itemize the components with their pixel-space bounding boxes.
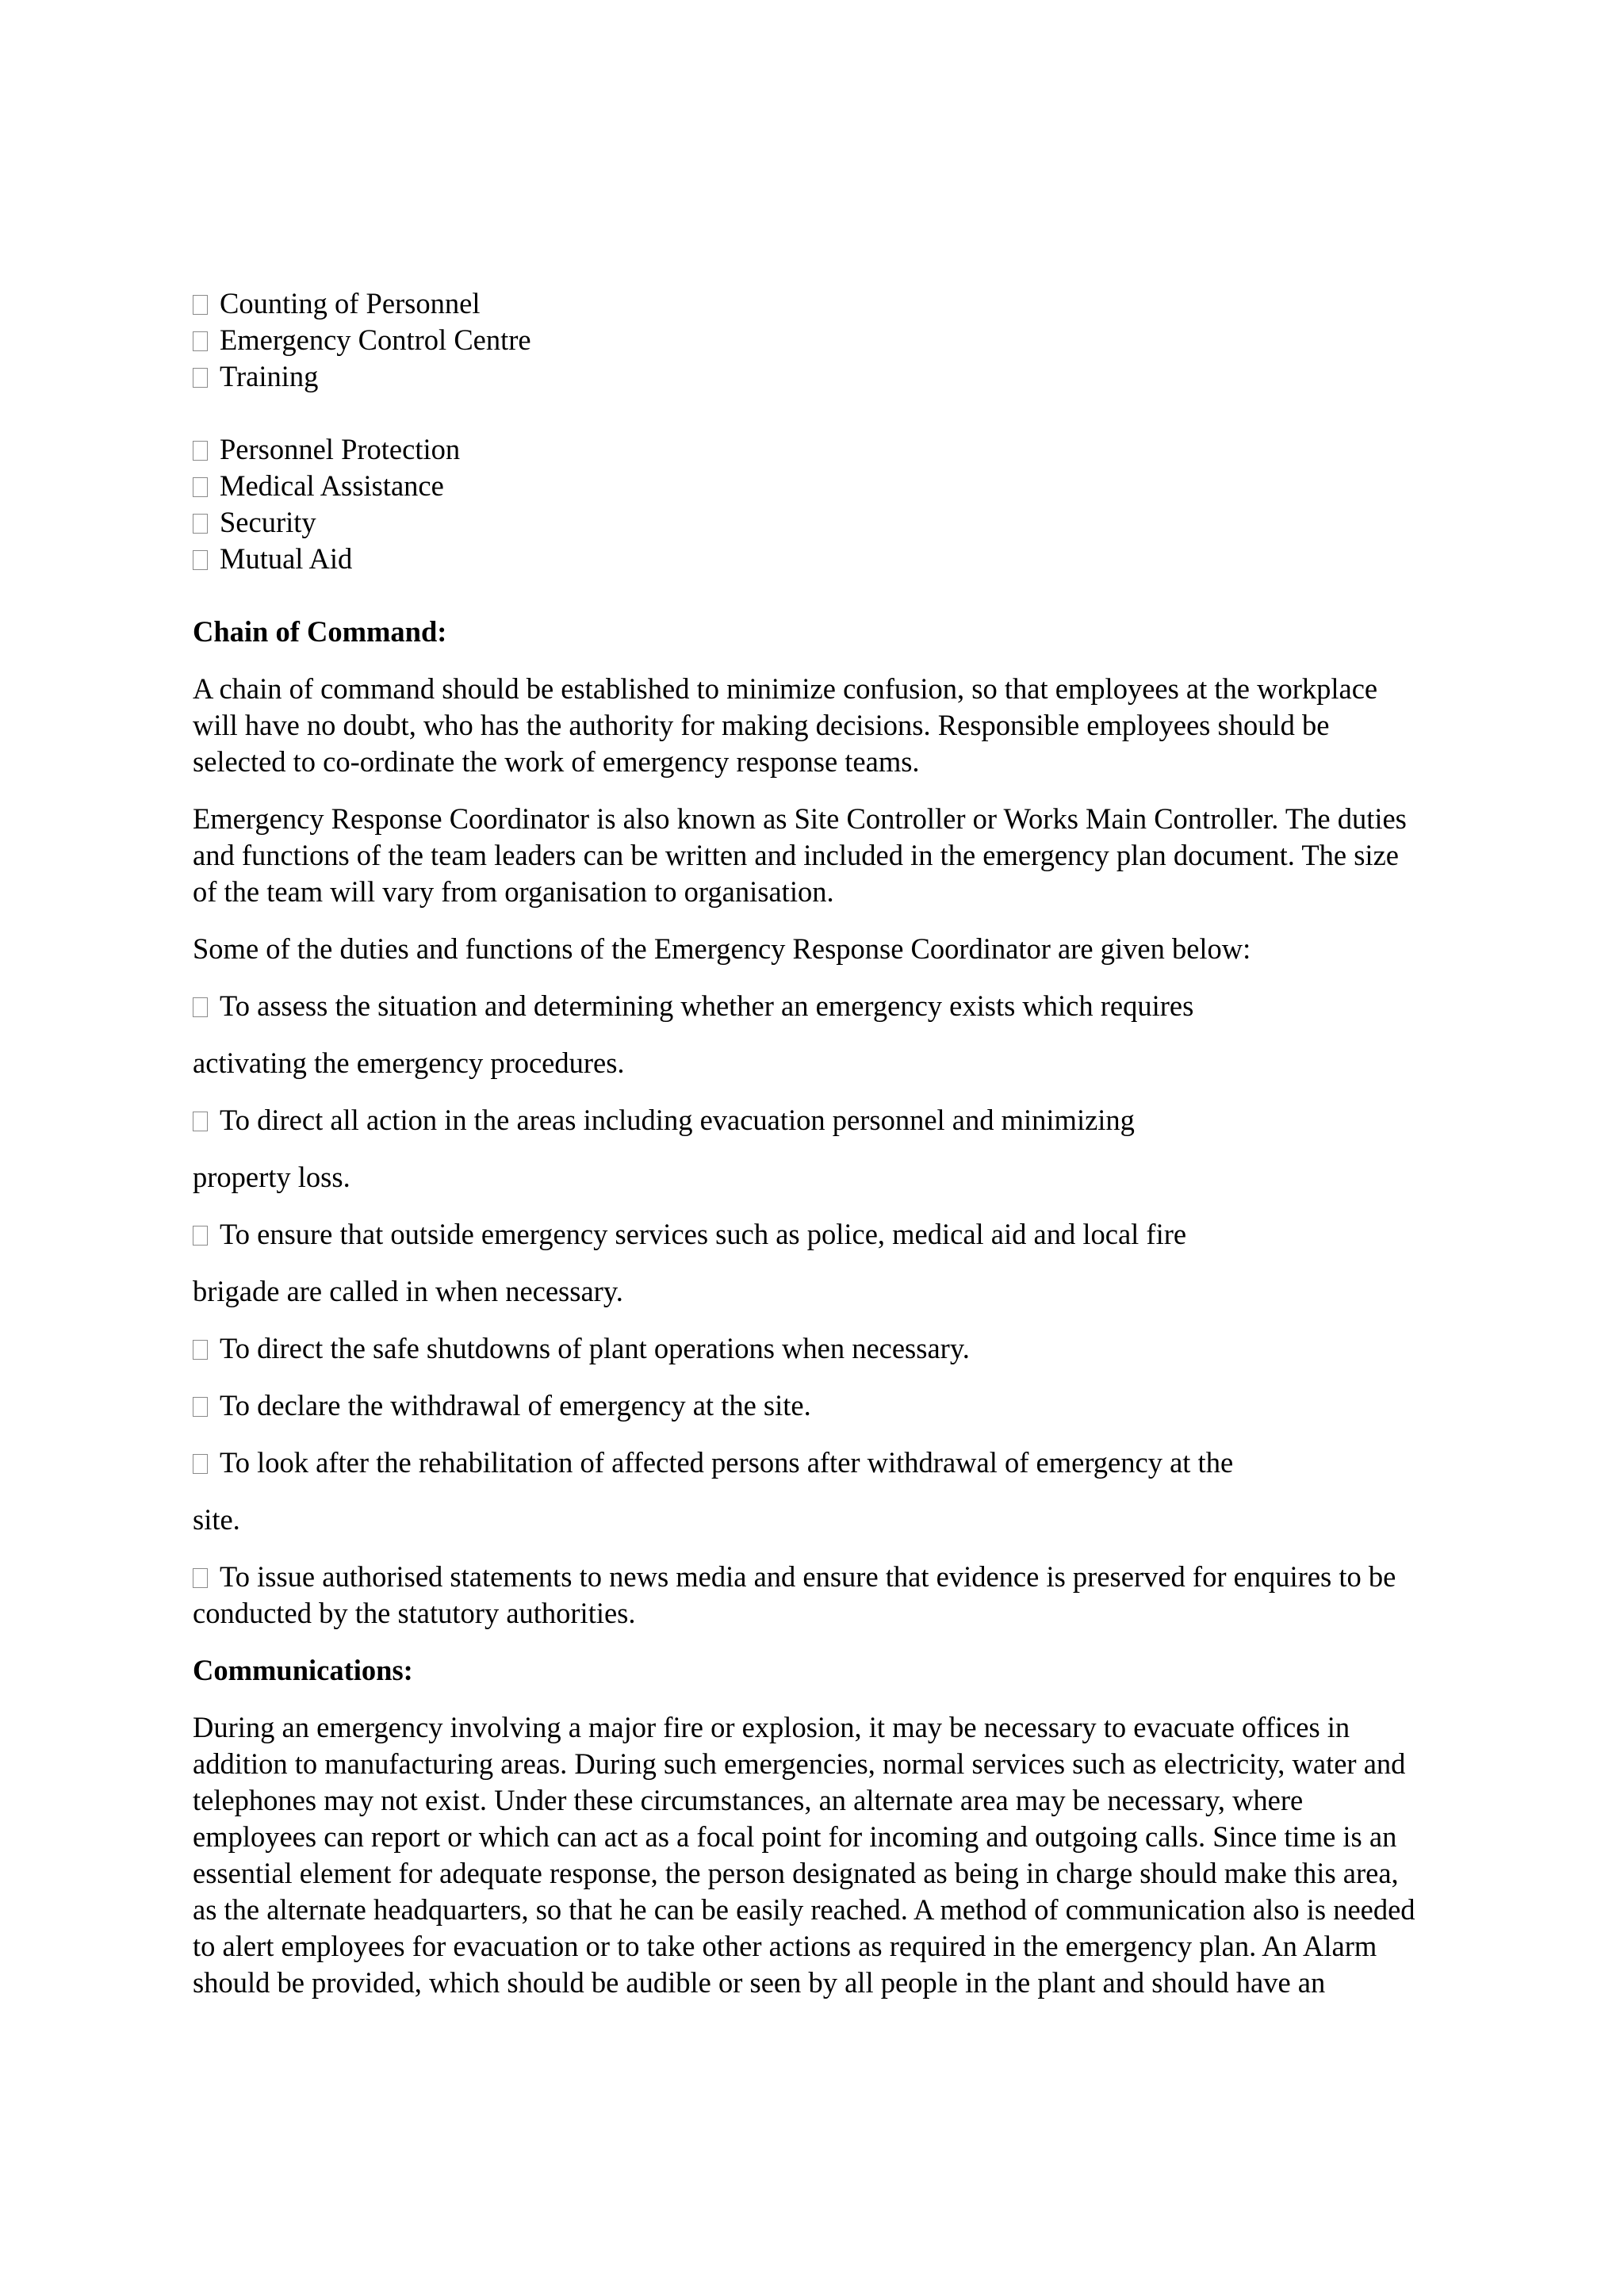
list-item-continuation: brigade are called in when necessary. — [193, 1275, 623, 1307]
list-item: To direct the safe shutdowns of plant operations when necessary. — [193, 1330, 1446, 1367]
spacer — [193, 910, 1446, 931]
list-item: To issue authorised statements to news media and ensure that evidence is preserved for enquires to be — [193, 1559, 1446, 1595]
spacer — [193, 780, 1446, 801]
text-line: During an emergency involving a major fire or explosion, it may be necessary to evacuate offices in — [193, 1711, 1350, 1743]
bullet-box-icon — [193, 295, 208, 315]
bullet-box-icon — [193, 1112, 208, 1131]
spacer — [193, 1689, 1446, 1709]
bullet-list-1 — [193, 285, 1446, 395]
list-item: Personnel Protection — [193, 431, 1446, 468]
spacer — [193, 650, 1446, 671]
list-item-continuation: conducted by the statutory authorities. — [193, 1597, 636, 1629]
text-line: of the team will vary from organisation to organisation. — [193, 875, 834, 908]
list-item: Emergency Control Centre — [193, 322, 1446, 358]
text-line: employees can report or which can act as a focal point for incoming and outgoing calls. Since time is an — [193, 1820, 1397, 1853]
paragraph-chain-of-command-2 — [193, 801, 1446, 910]
list-item: To ensure that outside emergency services such as police, medical aid and local fire — [193, 1216, 1446, 1253]
paragraph-duties-intro: Some of the duties and functions of the Emergency Response Coordinator are given below: — [193, 932, 1251, 965]
list-item: Training — [193, 358, 1446, 395]
list-item: Medical Assistance — [193, 468, 1446, 504]
text-line: should be provided, which should be audible or seen by all people in the plant and should have an — [193, 1966, 1326, 1999]
list-item-continuation: site. — [193, 1503, 240, 1536]
list-item: To direct all action in the areas including evacuation personnel and minimizing — [193, 1102, 1446, 1138]
text-line: telephones may not exist. Under these circumstances, an alternate area may be necessary, where — [193, 1784, 1304, 1816]
paragraph-communications — [193, 1709, 1446, 2001]
duties-list — [193, 967, 1446, 1632]
document-page — [193, 285, 1446, 2001]
bullet-box-icon — [193, 477, 208, 497]
section-heading-communications: Communications: — [193, 1654, 413, 1686]
section-heading-chain-of-command: Chain of Command: — [193, 615, 447, 648]
bullet-box-icon — [193, 514, 208, 534]
list-item: To assess the situation and determining whether an emergency exists which requires — [193, 988, 1446, 1024]
list-item: Mutual Aid — [193, 541, 1446, 577]
list-item-continuation: property loss. — [193, 1161, 350, 1193]
bullet-box-icon — [193, 997, 208, 1017]
list-item: Counting of Personnel — [193, 285, 1446, 322]
bullet-box-icon — [193, 1226, 208, 1246]
bullet-box-icon — [193, 1454, 208, 1474]
list-item: Security — [193, 504, 1446, 541]
bullet-box-icon — [193, 550, 208, 570]
bullet-box-icon — [193, 1397, 208, 1417]
text-line: to alert employees for evacuation or to take other actions as required in the emergency plan. An Alarm — [193, 1930, 1377, 1962]
paragraph-chain-of-command-1 — [193, 671, 1446, 780]
bullet-box-icon — [193, 1568, 208, 1588]
list-item-continuation: activating the emergency procedures. — [193, 1047, 625, 1079]
text-line: as the alternate headquarters, so that he can be easily reached. A method of communication also is needed — [193, 1893, 1415, 1926]
bullet-box-icon — [193, 368, 208, 388]
text-line: essential element for adequate response, the person designated as being in charge should make this area, — [193, 1857, 1399, 1889]
list-item: To declare the withdrawal of emergency at the site. — [193, 1387, 1446, 1424]
text-line: Emergency Response Coordinator is also known as Site Controller or Works Main Controller. The duties — [193, 802, 1407, 835]
bullet-list-2 — [193, 431, 1446, 577]
bullet-box-icon — [193, 1340, 208, 1360]
text-line: A chain of command should be established to minimize confusion, so that employees at the workplace — [193, 672, 1378, 705]
spacer — [193, 1632, 1446, 1652]
bullet-box-icon — [193, 331, 208, 351]
text-line: will have no doubt, who has the authority for making decisions. Responsible employees should be — [193, 709, 1330, 741]
text-line: and functions of the team leaders can be written and included in the emergency plan document. The size — [193, 839, 1399, 871]
text-line: selected to co-ordinate the work of emergency response teams. — [193, 745, 920, 778]
text-line: addition to manufacturing areas. During such emergencies, normal services such as electricity, water and — [193, 1747, 1406, 1780]
spacer — [193, 395, 1446, 431]
list-item: To look after the rehabilitation of affected persons after withdrawal of emergency at the — [193, 1445, 1446, 1481]
bullet-box-icon — [193, 441, 208, 461]
spacer — [193, 577, 1446, 614]
